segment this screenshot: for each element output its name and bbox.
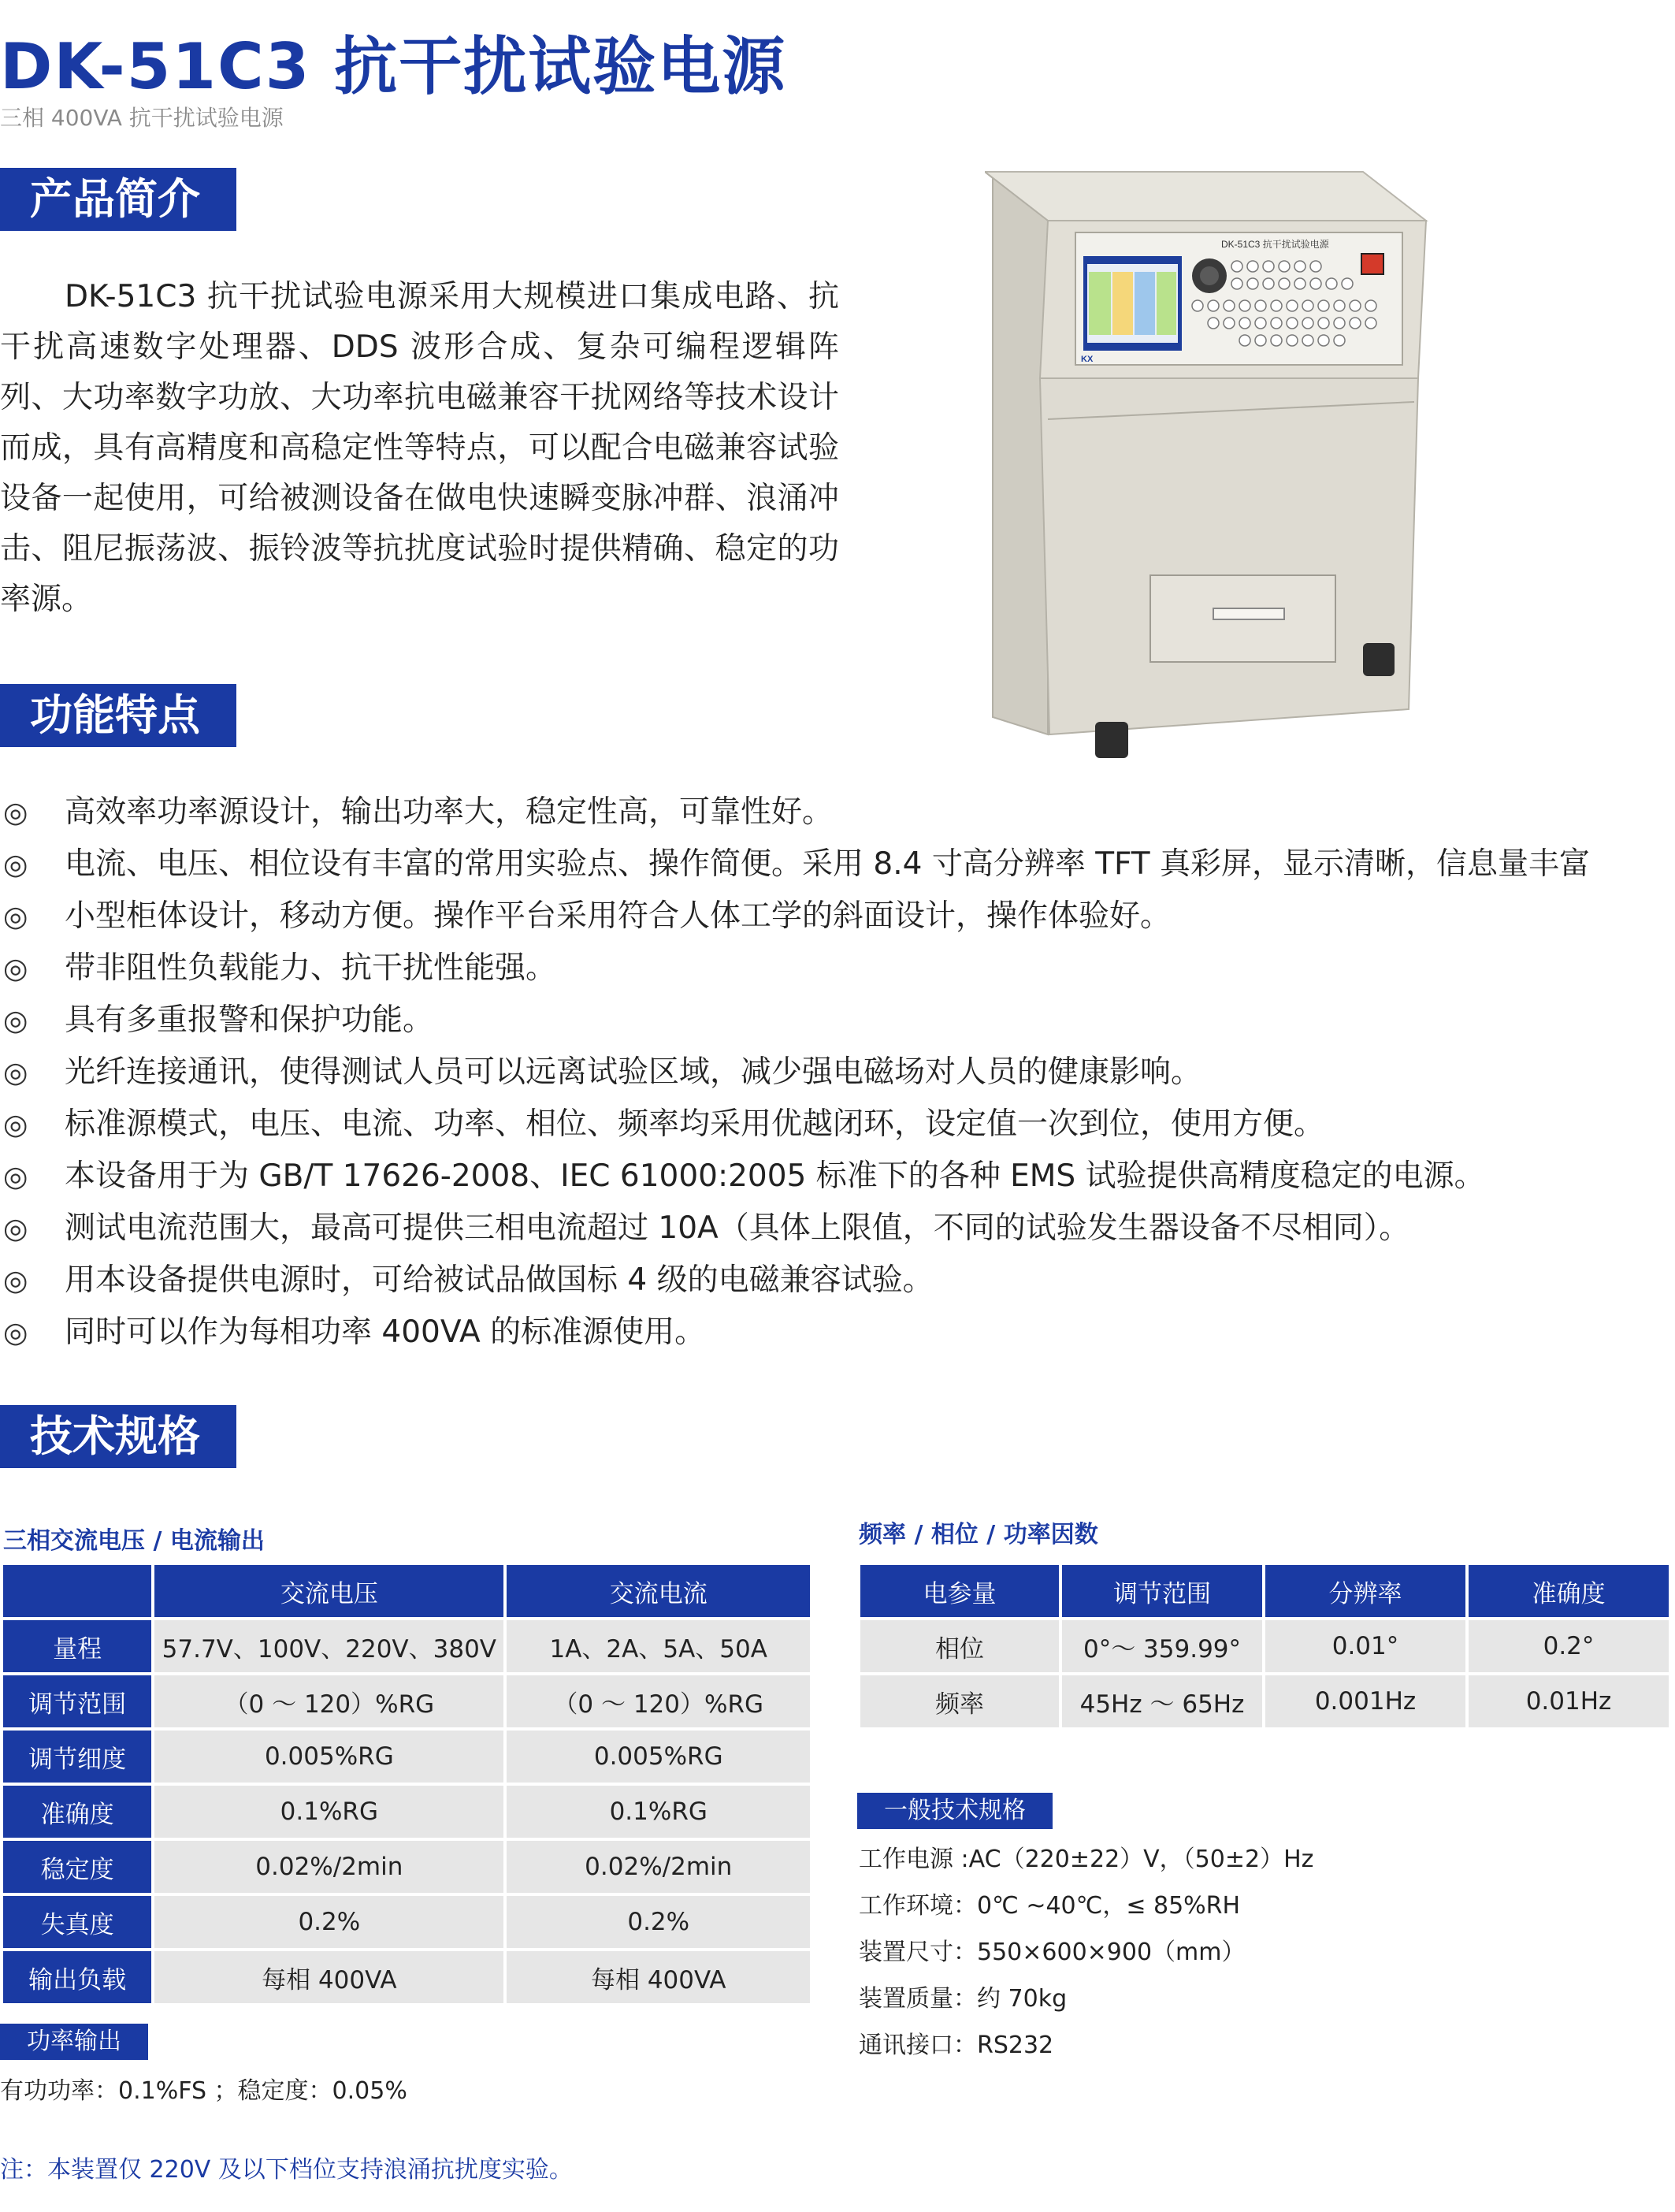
feature-list (0, 786, 1675, 1359)
section-specs-heading: 技术规格 (0, 1405, 236, 1468)
table-cell: 0.2° (1469, 1620, 1669, 1672)
footnote: 注：本装置仅 220V 及以下档位支持浪涌抗扰度实验。 (0, 2156, 573, 2184)
feature-item: ◎ 标准源模式，电压、电流、功率、相位、频率均采用优越闭环，设定值一次到位，使用方便。 (0, 1099, 1675, 1151)
intro-paragraph: DK-51C3 抗干扰试验电源采用大规模进口集成电路、抗干扰高速数字处理器、DDS 波形合成、复杂可编程逻辑阵列、大功率数字功放、大功率抗电磁兼容干扰网络等技术设计而成，具有高精度和高稳定性等特点，可以配合电磁兼容试验设备一起使用，可给被测设备在做电快速瞬变脉冲群、浪涌冲击、阻尼振荡波、振铃波等抗扰度试验时提供精确、稳定的功率源。 (0, 279, 839, 617)
table-cell: 稳定度 (3, 1841, 151, 1893)
feature-item: ◎ 高效率功率源设计，输出功率大，稳定性高，可靠性好。 (0, 786, 1675, 838)
table-header-cell: 交流电流 (507, 1565, 810, 1617)
table-cell: 0.02%/2min (154, 1841, 503, 1893)
table-header-cell: 准确度 (1469, 1565, 1669, 1617)
table-cell: 调节细度 (3, 1731, 151, 1783)
table-row (3, 1896, 810, 1948)
general-spec-tag: 一般技术规格 (857, 1793, 1053, 1829)
panel-label: DK-51C3 抗干扰试验电源 (1221, 239, 1329, 250)
wheel-right (1363, 643, 1395, 676)
bullet-icon: ◎ (3, 953, 28, 985)
feature-item: ◎ 光纤连接通讯，使得测试人员可以远离试验区域，减少强电磁场对人员的健康影响。 (0, 1047, 1675, 1099)
power-output-tag: 功率输出 (0, 2024, 148, 2060)
feature-item: ◎ 电流、电压、相位设有丰富的常用实验点、操作简便。采用 8.4 寸高分辨率 TFT 真彩屏，显示清晰，信息量丰富 (0, 838, 1675, 890)
table-cell: （0 ～ 120）%RG (507, 1675, 810, 1727)
general-spec-line: 工作环境：0℃ ~40℃，≤ 85%RH (859, 1892, 1241, 1920)
table-cell: 量程 (3, 1620, 151, 1672)
general-spec-line: 装置质量：约 70kg (859, 1985, 1068, 2013)
bullet-icon: ◎ (3, 1317, 28, 1349)
table-cell: 1A、2A、5A、50A (507, 1620, 810, 1672)
bullet-icon: ◎ (3, 849, 28, 881)
table-header-cell (3, 1565, 151, 1617)
device-logo: KX (1081, 355, 1094, 364)
feature-item: ◎ 用本设备提供电源时，可给被试品做国标 4 级的电磁兼容试验。 (0, 1255, 1675, 1307)
device-photo (985, 165, 1450, 764)
table-header-row (3, 1565, 810, 1617)
table-cell: 0.1%RG (154, 1786, 503, 1838)
section-features-heading: 功能特点 (0, 684, 236, 747)
bullet-icon: ◎ (3, 1213, 28, 1245)
table-cell: 失真度 (3, 1896, 151, 1948)
bullet-icon: ◎ (3, 1109, 28, 1141)
ac-table-caption: 三相交流电压 / 电流输出 (3, 1527, 265, 1555)
table-row (3, 1675, 810, 1727)
feature-item: ◎ 带非阻性负载能力、抗干扰性能强。 (0, 942, 1675, 994)
bullet-icon: ◎ (3, 1161, 28, 1193)
table-cell: 0.1%RG (507, 1786, 810, 1838)
table-cell: 输出负载 (3, 1951, 151, 2003)
table-cell: 每相 400VA (154, 1951, 503, 2003)
table-cell: 频率 (860, 1675, 1059, 1727)
power-switch (1361, 254, 1383, 274)
table-cell: 57.7V、100V、220V、380V (154, 1620, 503, 1672)
feature-item: ◎ 测试电流范围大，最高可提供三相电流超过 10A（具体上限值，不同的试验发生器设备不尽相同）。 (0, 1203, 1675, 1255)
general-spec-list (859, 1836, 1313, 2069)
table-header-cell: 交流电压 (154, 1565, 503, 1617)
table-cell: 每相 400VA (507, 1951, 810, 2003)
bullet-icon: ◎ (3, 1057, 28, 1089)
table-cell: 0.2% (507, 1896, 810, 1948)
page-title: DK-51C3 抗干扰试验电源 (0, 30, 787, 103)
feature-item: ◎ 同时可以作为每相功率 400VA 的标准源使用。 (0, 1307, 1675, 1359)
table-cell: 0.01° (1265, 1620, 1465, 1672)
table-row (3, 1841, 810, 1893)
bullet-icon: ◎ (3, 901, 28, 933)
table-cell: 0.2% (154, 1896, 503, 1948)
table-row (860, 1620, 1669, 1672)
freq-phase-table (857, 1562, 1672, 1731)
table-row (860, 1675, 1669, 1727)
table-row (3, 1951, 810, 2003)
table-cell: 0.01Hz (1469, 1675, 1669, 1727)
table-row (3, 1620, 810, 1672)
table-cell: 相位 (860, 1620, 1059, 1672)
general-spec-line: 通讯接口：RS232 (859, 2032, 1054, 2059)
freq-table-caption: 频率 / 相位 / 功率因数 (859, 1521, 1098, 1548)
section-intro-heading: 产品简介 (0, 168, 236, 231)
table-cell: 准确度 (3, 1786, 151, 1838)
feature-item: ◎ 具有多重报警和保护功能。 (0, 994, 1675, 1047)
table-header-cell: 电参量 (860, 1565, 1059, 1617)
table-row (3, 1786, 810, 1838)
table-cell: （0 ～ 120）%RG (154, 1675, 503, 1727)
table-cell: 0.001Hz (1265, 1675, 1465, 1727)
table-cell: 0.02%/2min (507, 1841, 810, 1893)
feature-item: ◎ 本设备用于为 GB/T 17626-2008、IEC 61000:2005 标准下的各种 EMS 试验提供高精度稳定的电源。 (0, 1151, 1675, 1203)
table-header-row (860, 1565, 1669, 1617)
table-header-cell: 分辨率 (1265, 1565, 1465, 1617)
bullet-icon: ◎ (3, 1005, 28, 1037)
table-header-cell: 调节范围 (1062, 1565, 1262, 1617)
table-cell: 0°～ 359.99° (1062, 1620, 1262, 1672)
table-cell: 45Hz ～ 65Hz (1062, 1675, 1262, 1727)
wheel-left (1095, 722, 1128, 758)
page-subtitle: 三相 400VA 抗干扰试验电源 (0, 105, 284, 131)
drawer-handle (1213, 608, 1284, 619)
bullet-icon: ◎ (3, 797, 28, 829)
device-illustration (985, 165, 1450, 764)
table-cell: 调节范围 (3, 1675, 151, 1727)
general-spec-line: 装置尺寸：550×600×900（mm） (859, 1939, 1246, 1966)
feature-item: ◎ 小型柜体设计，移动方便。操作平台采用符合人体工学的斜面设计，操作体验好。 (0, 890, 1675, 942)
table-row (3, 1731, 810, 1783)
ac-output-table (0, 1562, 813, 2006)
general-spec-line: 工作电源 :AC（220±22）V，（50±2）Hz (859, 1846, 1314, 1873)
power-output-text: 有功功率：0.1%FS ；稳定度：0.05% (0, 2077, 407, 2105)
table-cell: 0.005%RG (507, 1731, 810, 1783)
bullet-icon: ◎ (3, 1265, 28, 1297)
table-cell: 0.005%RG (154, 1731, 503, 1783)
